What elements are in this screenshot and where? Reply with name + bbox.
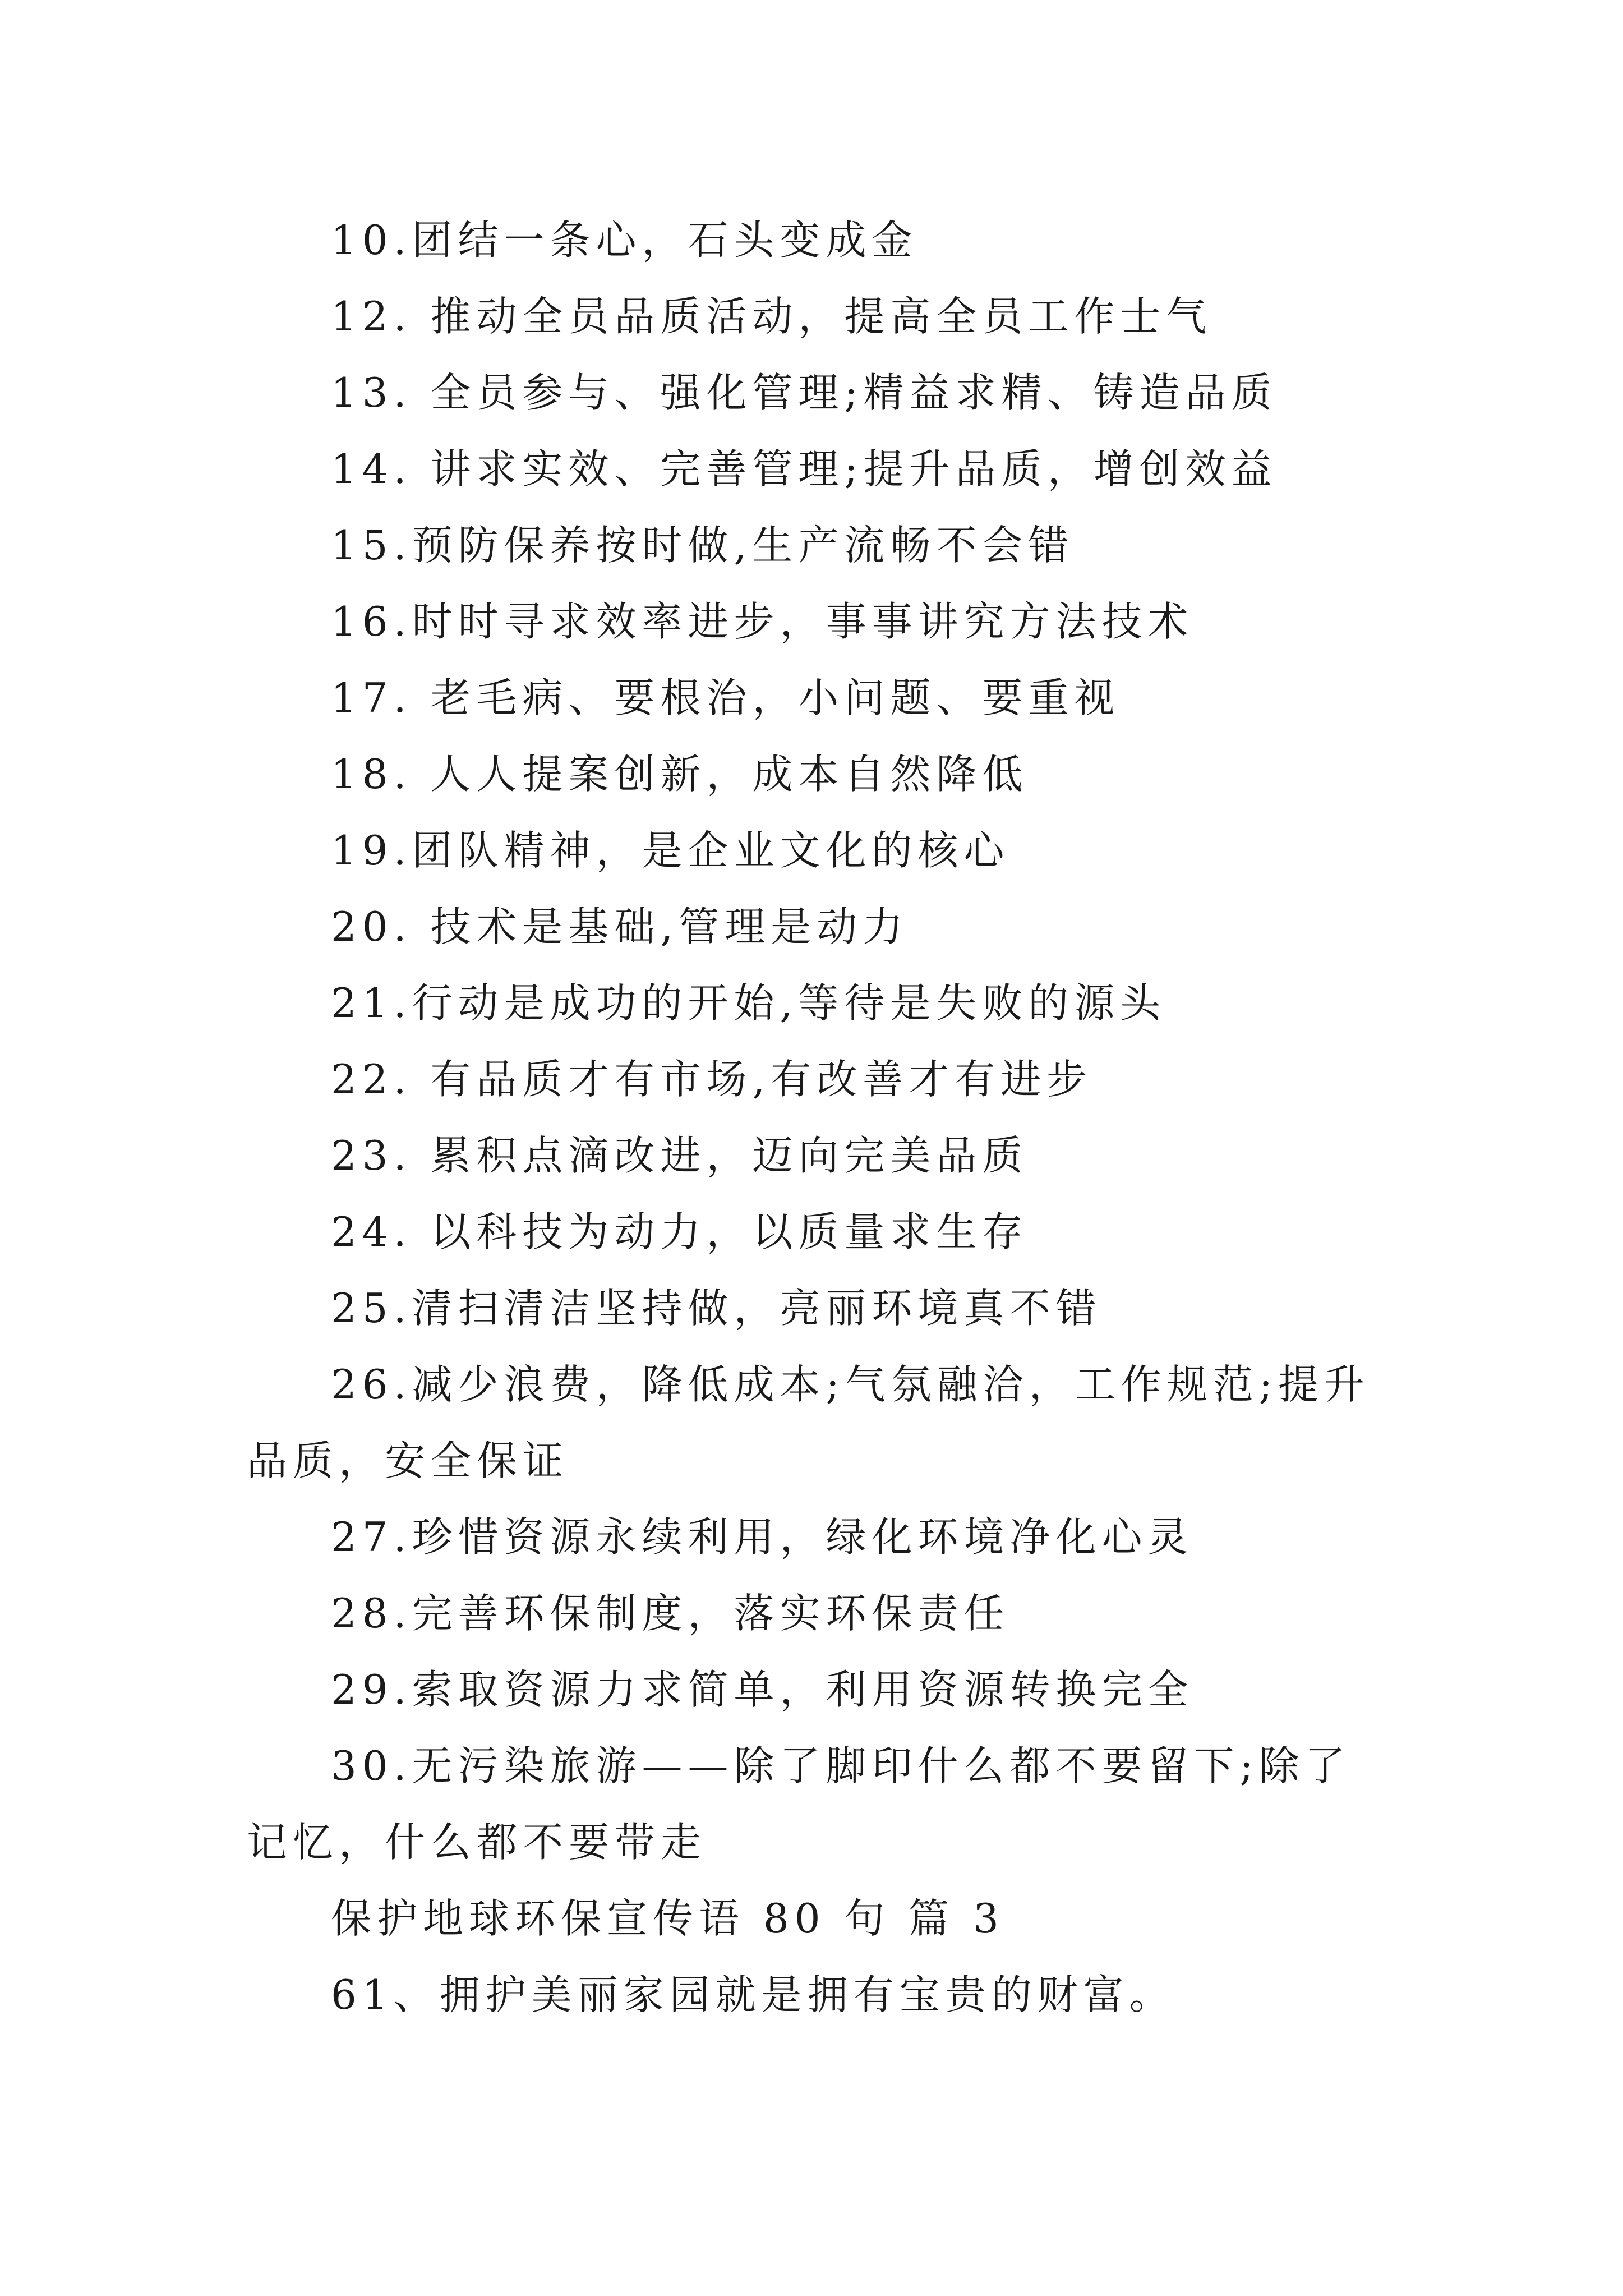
slogan-line: 24. 以科技为动力，以质量求生存 [331,1208,1029,1255]
slogan-line: 25.清扫清洁坚持做，亮丽环境真不错 [331,1285,1102,1332]
slogan-line: 23. 累积点滴改进，迈向完美品质 [331,1132,1029,1179]
slogan-line: 19.团队精神，是企业文化的核心 [331,827,1010,874]
slogan-line: 29.索取资源力求简单，利用资源转换完全 [331,1666,1194,1713]
slogan-line: 26.减少浪费，降低成本;气氛融洽，工作规范;提升品质，安全保证 [247,1361,1371,1484]
slogan-line: 16.时时寻求效率进步，事事讲究方法技术 [331,598,1194,645]
slogan-line: 12. 推动全员品质活动，提高全员工作士气 [331,293,1212,340]
slogan-line: 28.完善环保制度，落实环保责任 [331,1590,1010,1637]
slogan-line: 14. 讲求实效、完善管理;提升品质，增创效益 [331,445,1278,493]
slogan-line: 22. 有品质才有市场,有改善才有进步 [331,1056,1093,1103]
slogan-line: 20. 技术是基础,管理是动力 [331,903,909,950]
section-heading: 保护地球环保宣传语 80 句 篇 3 [331,1895,1004,1942]
slogan-line: 30.无污染旅游——除了脚印什么都不要留下;除了记忆，什么都不要带走 [247,1742,1351,1866]
slogan-line: 18. 人人提案创新，成本自然降低 [331,751,1029,798]
document-body [247,202,1391,2033]
slogan-line: 15.预防保养按时做,生产流畅不会错 [331,522,1075,569]
slogan-line: 10.团结一条心，石头变成金 [331,217,918,264]
slogan-line: 13. 全员参与、强化管理;精益求精、铸造品质 [331,369,1278,416]
slogan-line: 27.珍惜资源永续利用，绿化环境净化心灵 [331,1513,1194,1561]
slogan-line: 61、拥护美丽家园就是拥有宝贵的财富。 [331,1971,1175,2018]
slogan-line: 17. 老毛病、要根治，小问题、要重视 [331,674,1121,721]
slogan-line: 21.行动是成功的开始,等待是失败的源头 [331,979,1166,1027]
